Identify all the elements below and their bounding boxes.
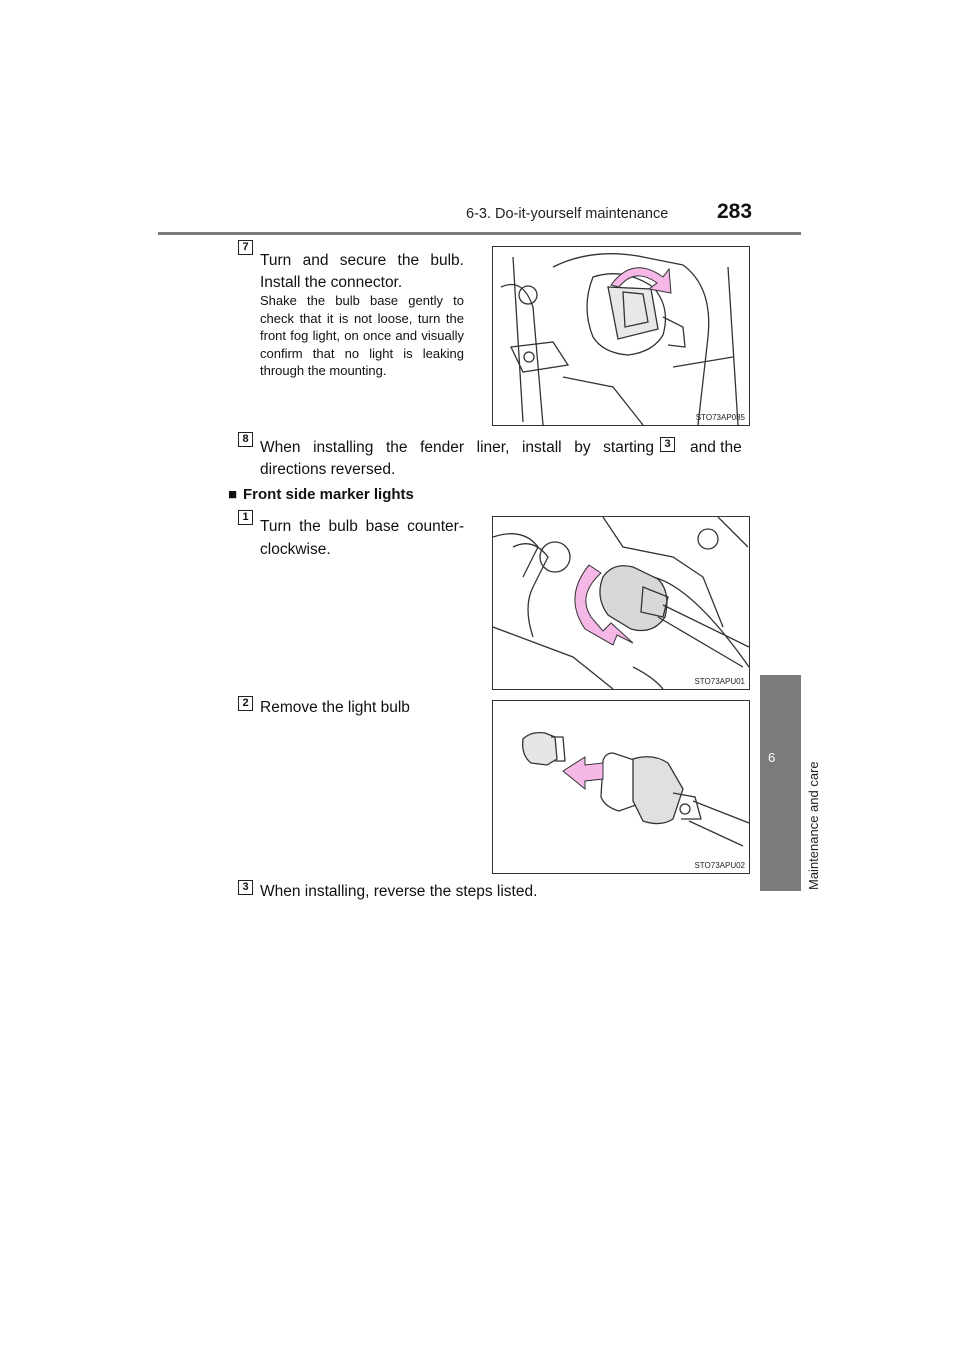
marker-bulb-remove-illustration — [493, 701, 749, 873]
figure-code: STO73APU02 — [694, 861, 745, 870]
figure-marker-bulb-remove — [492, 700, 750, 874]
chapter-label: Maintenance and care — [806, 761, 821, 890]
step-7-note: Shake the bulb base gently to check that it is not loose, turn the front fog light, on once and visually confirm that no light is leaking through the mounting. — [260, 293, 464, 378]
figure-code: STO73APU01 — [694, 677, 745, 686]
step-badge-3: 3 — [238, 880, 253, 895]
chapter-number: 6 — [768, 750, 776, 765]
step-badge-7: 7 — [238, 240, 253, 255]
section-title: 6-3. Do-it-yourself maintenance — [466, 206, 669, 222]
step-3-text: When installing, reverse the steps listed. — [260, 883, 538, 900]
section-bullet: ■ — [228, 486, 238, 503]
page-number: 283 — [717, 200, 753, 223]
step-8-text: When installing the fender liner, install by starting — [260, 439, 654, 456]
fog-bulb-illustration — [493, 247, 749, 425]
step-ref-badge-3: 3 — [660, 437, 675, 452]
figure-marker-bulb-turn — [492, 516, 750, 690]
step-badge-8: 8 — [238, 432, 253, 447]
figure-fog-bulb-secure — [492, 246, 750, 426]
step-2-text: Remove the light bulb — [260, 699, 410, 716]
step-8-text-end: and the — [690, 439, 742, 456]
step-1-line1: Turn the bulb base counter- — [260, 518, 464, 535]
marker-bulb-turn-illustration — [493, 517, 749, 689]
step-7-line2: Install the connector. — [260, 274, 403, 291]
chapter-tab — [760, 675, 801, 891]
header-rule — [158, 232, 801, 235]
step-badge-2: 2 — [238, 696, 253, 711]
step-7-line1: Turn and secure the bulb. — [260, 252, 464, 269]
step-1-line2: clockwise. — [260, 541, 331, 558]
step-badge-1: 1 — [238, 510, 253, 525]
section-heading: Front side marker lights — [243, 486, 414, 503]
figure-code: STO73AP085 — [695, 413, 745, 422]
step-8-line2: directions reversed. — [260, 461, 396, 478]
